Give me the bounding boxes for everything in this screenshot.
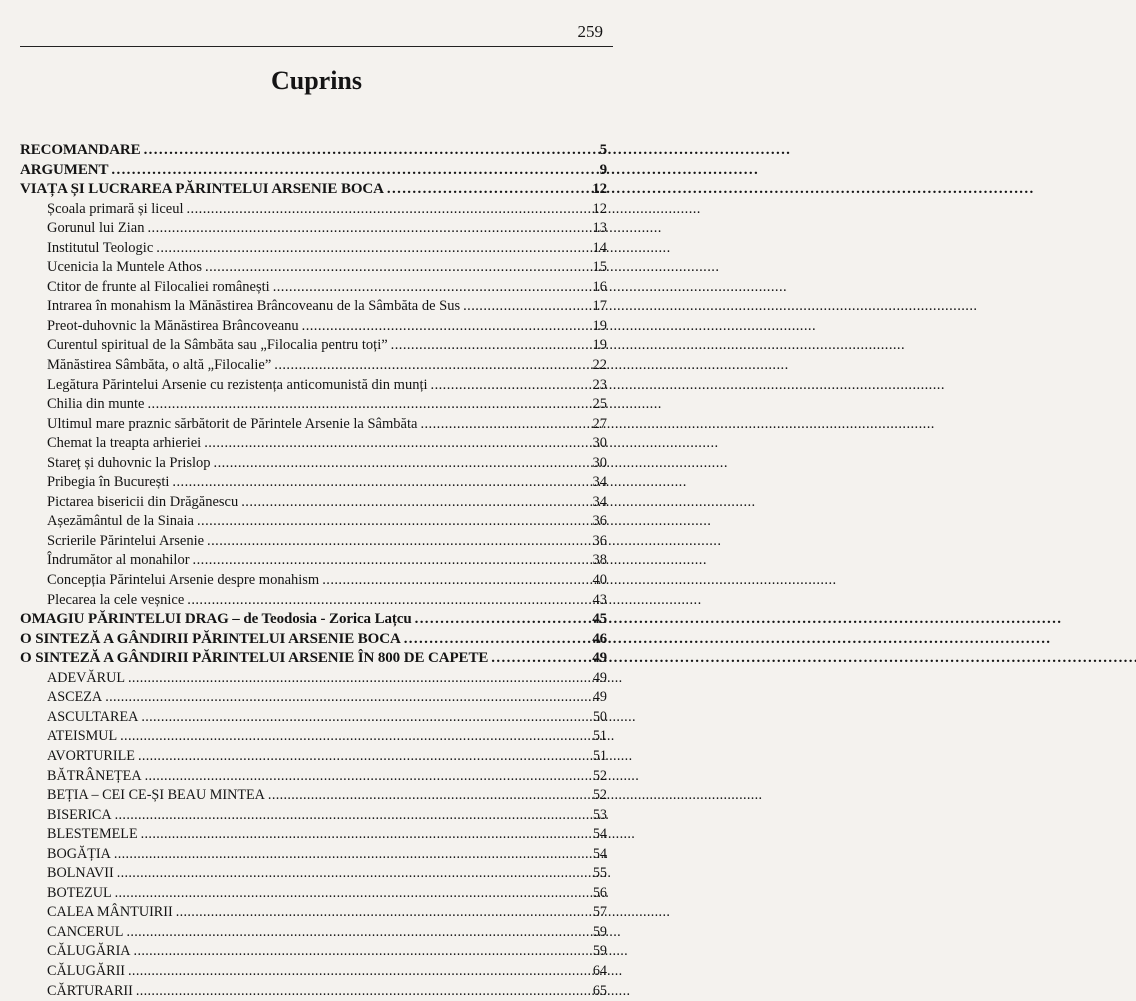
page-number: 259: [577, 22, 603, 41]
toc-entry-page: 43: [592, 591, 607, 608]
dot-leader: [147, 219, 589, 238]
toc-entry-label: O SINTEZĂ A GÂNDIRII PĂRINTELUI ARSENIE ÎN 800 DE CAPETE: [20, 650, 489, 667]
toc-entry-page: 12: [592, 181, 607, 198]
dot-leader: [120, 727, 590, 746]
dot-leader: [204, 434, 589, 453]
dot-leader: [147, 395, 589, 414]
dot-leader: [105, 688, 590, 707]
toc-entry: [20, 161, 607, 181]
toc-entry-page: 34: [592, 493, 607, 510]
dot-leader: [126, 923, 589, 942]
dot-leader: [141, 708, 589, 727]
toc-entry-page: 40: [592, 572, 607, 589]
toc-entry-label: Pribegia în București: [47, 474, 170, 491]
toc-entry-label: Pictarea bisericii din Drăgănescu: [47, 493, 239, 510]
toc-entry-page: 64: [592, 962, 607, 979]
toc-entry-page: 49: [592, 650, 607, 667]
toc-entry-page: 17: [592, 298, 607, 315]
toc-entry: [20, 356, 607, 376]
toc-entry: [20, 415, 607, 435]
toc-entry: [20, 454, 607, 474]
dot-leader: [491, 649, 589, 668]
toc-entry-page: 52: [592, 767, 607, 784]
toc-entry: [20, 708, 607, 728]
dot-leader: [415, 610, 590, 629]
toc-entry-page: 57: [592, 904, 607, 921]
dot-leader: [156, 239, 589, 258]
toc-entry-page: 16: [592, 278, 607, 295]
toc-entry-label: Ctitor de frunte al Filocaliei românești: [47, 278, 270, 295]
toc-entry: [20, 688, 607, 708]
toc-entry-label: BLESTEMELE: [47, 826, 138, 843]
toc-entry: [20, 239, 607, 259]
toc-entry-label: Chemat la treapta arhieriei: [47, 435, 202, 452]
toc-entry: [20, 727, 607, 747]
toc-entry: [20, 297, 607, 317]
dot-leader: [114, 845, 590, 864]
toc-entry-label: OMAGIU PĂRINTELUI DRAG – de Teodosia - Zorica Lațcu: [20, 611, 412, 628]
toc-entry: [20, 180, 607, 200]
toc-entry-label: Mănăstirea Sâmbăta, o altă „Filocalie”: [47, 357, 272, 374]
dot-leader: [387, 180, 589, 199]
dot-leader: [134, 942, 590, 961]
toc-entry-label: AVORTURILE: [47, 747, 135, 764]
dot-leader: [302, 317, 590, 336]
toc-entry-label: BOTEZUL: [47, 884, 112, 901]
toc-entry: [20, 493, 607, 513]
toc-entry: [20, 141, 607, 161]
dot-leader: [117, 864, 590, 883]
toc-entry-label: Curentul spiritual de la Sâmbăta sau „Filocalia pentru toți”: [47, 337, 388, 354]
toc-entry-page: 9: [599, 161, 607, 178]
dot-leader: [391, 336, 590, 355]
toc-entry: [20, 376, 607, 396]
toc-entry: [20, 923, 607, 943]
toc-entry-page: 52: [592, 787, 607, 804]
dot-leader: [172, 473, 589, 492]
toc-entry-label: Institutul Teologic: [47, 239, 154, 256]
toc-entry: [20, 571, 607, 591]
toc-entry: [20, 395, 607, 415]
toc-entry-label: CALEA MÂNTUIRII: [47, 904, 173, 921]
toc-entry-label: ASCULTAREA: [47, 708, 139, 725]
dot-leader: [115, 884, 590, 903]
toc-entry-page: 49: [592, 689, 607, 706]
toc-entry-page: 65: [592, 982, 607, 999]
toc-entry: [20, 962, 607, 982]
toc-entry: [20, 512, 607, 532]
toc-entry-page: 56: [592, 884, 607, 901]
toc-entry: [20, 903, 607, 923]
toc-entry-label: O SINTEZĂ A GÂNDIRII PĂRINTELUI ARSENIE BOCA: [20, 630, 401, 647]
toc-entry-page: 25: [592, 396, 607, 413]
toc-entry-page: 30: [592, 454, 607, 471]
toc-entry-page: 23: [592, 376, 607, 393]
toc-entry-label: ATEISMUL: [47, 728, 118, 745]
toc-entry-label: CĂRTURARII: [47, 982, 133, 999]
toc-entry: [20, 767, 607, 787]
toc-entry-label: BEȚIA – CEI CE-ȘI BEAU MINTEA: [47, 787, 265, 804]
toc-entry-page: 54: [592, 826, 607, 843]
toc-entry: [20, 630, 607, 650]
toc-entry-page: 51: [592, 747, 607, 764]
toc-entry-label: Școala primară și liceul: [47, 200, 184, 217]
toc-entry-label: ARGUMENT: [20, 161, 109, 178]
toc-entry-label: Intrarea în monahism la Mănăstirea Brâncoveanu de la Sâmbăta de Sus: [47, 298, 461, 315]
toc-entry-label: Ultimul mare praznic sărbătorit de Părintele Arsenie la Sâmbăta: [47, 415, 418, 432]
toc-entry-page: 49: [592, 669, 607, 686]
toc-entry-page: 54: [592, 845, 607, 862]
dot-leader: [193, 551, 590, 570]
toc-entry: [20, 532, 607, 552]
dot-leader: [214, 454, 590, 473]
table-of-contents: [20, 141, 607, 1001]
toc-entry-label: CĂLUGĂRII: [47, 962, 126, 979]
toc-entry-page: 59: [592, 923, 607, 940]
dot-leader: [322, 571, 589, 590]
toc-entry: [20, 219, 607, 239]
toc-entry: [20, 864, 607, 884]
dot-leader: [141, 825, 590, 844]
toc-entry: [20, 747, 607, 767]
toc-entry-page: 53: [592, 806, 607, 823]
toc-entry: [20, 982, 607, 1001]
toc-entry-label: Plecarea la cele veșnice: [47, 591, 185, 608]
toc-entry: [20, 806, 607, 826]
toc-entry-label: BOGĂȚIA: [47, 845, 111, 862]
toc-entry-page: 34: [592, 474, 607, 491]
toc-entry-label: Concepția Părintelui Arsenie despre monahism: [47, 572, 320, 589]
toc-entry-page: 50: [592, 708, 607, 725]
toc-entry: [20, 845, 607, 865]
page-title: Cuprins: [270, 66, 363, 95]
toc-entry-label: RECOMANDARE: [20, 142, 141, 158]
dot-leader: [138, 747, 590, 766]
toc-entry-page: 38: [592, 552, 607, 569]
toc-entry-page: 19: [592, 317, 607, 334]
toc-entry-label: VIAȚA ȘI LUCRAREA PĂRINTELUI ARSENIE BOCA: [20, 181, 384, 198]
toc-entry: [20, 200, 607, 220]
toc-entry-page: 51: [592, 728, 607, 745]
toc-entry-page: 15: [592, 259, 607, 276]
toc-entry-label: CANCERUL: [47, 923, 124, 940]
toc-entry: [20, 473, 607, 493]
toc-entry-label: Gorunul lui Zian: [47, 220, 145, 237]
toc-entry-label: BĂTRÂNEȚEA: [47, 767, 142, 784]
dot-leader: [241, 493, 589, 512]
toc-entry-page: 59: [592, 943, 607, 960]
dot-leader: [187, 591, 589, 610]
dot-leader: [128, 962, 590, 981]
toc-entry-label: CĂLUGĂRIA: [47, 943, 131, 960]
toc-entry: [20, 317, 607, 337]
toc-entry-label: BOLNAVII: [47, 865, 114, 882]
header-rule: [20, 46, 613, 47]
toc-entry-page: 36: [592, 513, 607, 530]
toc-entry: [20, 591, 607, 611]
toc-entry: [20, 278, 607, 298]
dot-leader: [136, 982, 590, 1001]
dot-leader: [404, 630, 589, 649]
toc-entry-label: Îndrumător al monahilor: [47, 552, 190, 569]
dot-leader: [115, 806, 590, 825]
dot-leader: [187, 200, 590, 219]
dot-leader: [431, 376, 590, 395]
toc-entry-page: 14: [592, 239, 607, 256]
toc-entry-label: Așezământul de la Sinaia: [47, 513, 194, 530]
toc-entry-page: 46: [592, 630, 607, 647]
toc-entry-page: 12: [592, 200, 607, 217]
toc-entry-label: Legătura Părintelui Arsenie cu rezistența anticomunistă din munți: [47, 376, 428, 393]
toc-entry: [20, 786, 607, 806]
toc-entry-page: 22: [592, 357, 607, 374]
toc-entry: [20, 336, 607, 356]
dot-leader: [273, 278, 590, 297]
toc-entry-page: 36: [592, 532, 607, 549]
toc-entry-page: 55: [592, 865, 607, 882]
toc-entry-page: 5: [599, 142, 607, 158]
toc-entry: [20, 825, 607, 845]
toc-entry: [20, 942, 607, 962]
dot-leader: [111, 161, 590, 180]
dot-leader: [197, 512, 590, 531]
toc-entry: [20, 884, 607, 904]
dot-leader: [463, 297, 589, 316]
dot-leader: [145, 767, 590, 786]
toc-entry-page: 13: [592, 220, 607, 237]
toc-entry-label: Scrierile Părintelui Arsenie: [47, 532, 205, 549]
dot-leader: [176, 903, 590, 922]
toc-entry-label: ASCEZA: [47, 689, 103, 706]
toc-entry-label: ADEVĂRUL: [47, 669, 126, 686]
dot-leader: [274, 356, 589, 375]
toc-entry-page: 30: [592, 435, 607, 452]
toc-entry: [20, 258, 607, 278]
dot-leader: [205, 258, 589, 277]
toc-entry-label: Preot-duhovnic la Mănăstirea Brâncoveanu: [47, 317, 299, 334]
dot-leader: [144, 141, 590, 160]
toc-entry-label: Stareț și duhovnic la Prislop: [47, 454, 211, 471]
toc-entry: [20, 610, 607, 630]
dot-leader: [420, 415, 589, 434]
toc-entry: [20, 434, 607, 454]
dot-leader: [268, 786, 590, 805]
dot-leader: [128, 669, 590, 688]
toc-entry: [20, 649, 607, 669]
toc-entry-page: 27: [592, 415, 607, 432]
toc-entry-page: 19: [592, 337, 607, 354]
toc-entry-label: Chilia din munte: [47, 396, 145, 413]
toc-entry-page: 45: [592, 611, 607, 628]
toc-entry: [20, 551, 607, 571]
toc-entry-label: BISERICA: [47, 806, 112, 823]
toc-entry-label: Ucenicia la Muntele Athos: [47, 259, 203, 276]
toc-entry: [20, 669, 607, 689]
dot-leader: [207, 532, 589, 551]
